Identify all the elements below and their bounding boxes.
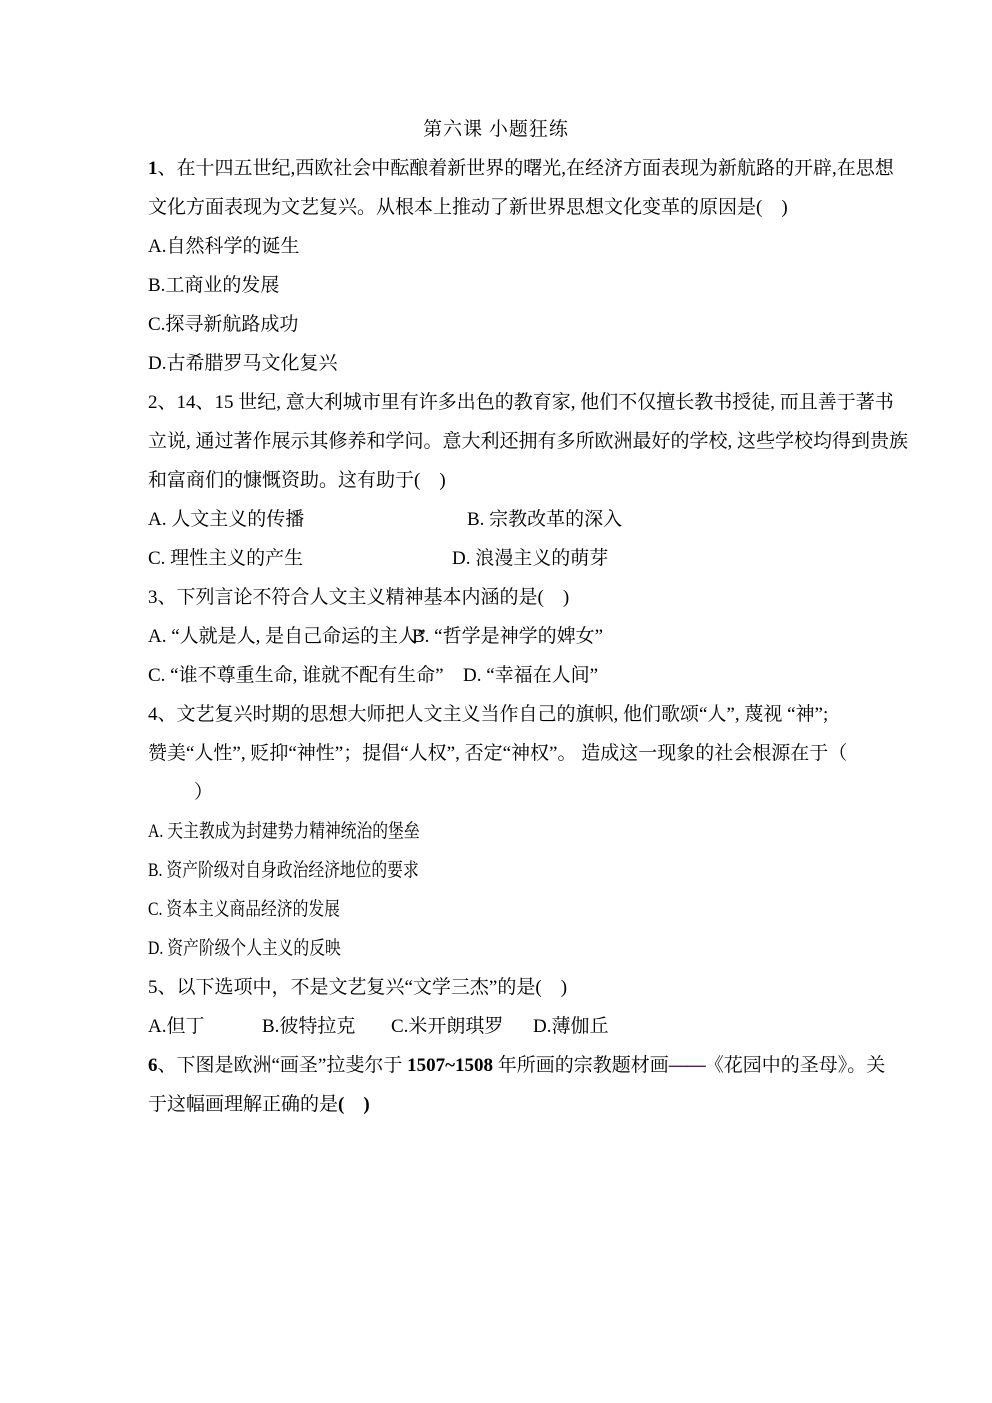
q3-options-row-1 (148, 617, 872, 656)
q3-option-c: C. “谁不尊重生命, 谁就不配有生命” (148, 665, 444, 686)
q2-options-row-2 (148, 539, 872, 578)
q2-option-b: B. 宗教改革的深入 (467, 509, 623, 530)
q1-option-c: C.探寻新航路成功 (148, 314, 299, 335)
q2-option-a: A. 人文主义的传播 (148, 509, 305, 530)
q5-option-b: B.彼特拉克 (262, 1016, 356, 1037)
q6-text-line-2 (148, 1085, 872, 1124)
q2-text-line-2: 立说, 通过著作展示其修养和学问。意大利还拥有多所欧洲最好的学校, 这些学校均得到贵族 (148, 431, 909, 452)
q6-text-line-1 (148, 1046, 886, 1085)
q6-year-range: 1507~1508 (407, 1055, 494, 1076)
q3-option-d: D. “幸福在人间” (463, 665, 599, 686)
page-title: 第六课 小题狂练 (423, 119, 569, 140)
q4-option-a-text: A. 天主教成为封建势力精神统治的堡垒 (148, 821, 420, 842)
q6-stem-part-1: 、下图是欧洲“画圣”拉斐尔于 (157, 1055, 408, 1076)
q4-option-c (148, 890, 872, 929)
q2-text-line-1: 2、14、15 世纪, 意大利城市里有许多出色的教育家, 他们不仅擅长教书授徒, 而且善于著书 (148, 392, 894, 413)
q6-stem-part-2: 年所画的宗教题材画 (493, 1055, 669, 1076)
q5-option-a: A.但丁 (148, 1016, 205, 1037)
q4-option-b (148, 851, 872, 890)
q5-text-line-1: 5、以下选项中，不是文艺复兴“文学三杰”的是( ) (148, 977, 568, 998)
q4-text-line-1: 4、文艺复兴时期的思想大师把人文主义当作自己的旗帜, 他们歌颂“人”, 蔑视 “神”; (148, 704, 829, 725)
q4-option-b-text: B. 资产阶级对自身政治经济地位的要求 (148, 860, 419, 881)
q1-text-line-2: 文化方面表现为文艺复兴。从根本上推动了新世界思想文化变革的原因是( ) (148, 197, 788, 218)
q4-option-a (148, 812, 872, 851)
q2-option-c: C. 理性主义的产生 (148, 548, 304, 569)
q2-text-line-3: 和富商们的慷慨资助。这有助于( ) (148, 470, 446, 491)
q1-text-line-1 (148, 149, 894, 188)
q5-option-c: C.米开朗琪罗 (391, 1016, 504, 1037)
q4-option-c-text: C. 资本主义商品经济的发展 (148, 899, 340, 920)
q5-option-d: D.薄伽丘 (533, 1016, 609, 1037)
q3-option-b: B. “哲学是神学的婢女” (412, 626, 604, 647)
worksheet-body (148, 149, 909, 1124)
q5-options-row (148, 1007, 872, 1046)
q1-option-b: B.工商业的发展 (148, 275, 280, 296)
q3-text-line-1: 3、下列言论不符合人文主义精神基本内涵的是( ) (148, 587, 570, 608)
q6-answer-paren: ( ) (338, 1094, 370, 1115)
q4-option-d-text: D. 资产阶级个人主义的反映 (148, 938, 341, 959)
q2-options-row-1 (148, 500, 872, 539)
q1-option-d: D.古希腊罗马文化复兴 (148, 353, 338, 374)
q4-closing-paren: ） (194, 782, 214, 803)
q6-em-dash: —— (668, 1055, 705, 1076)
q6-stem-part-4: 于这幅画理解正确的是 (148, 1094, 339, 1115)
q1-stem-part: 、在十四五世纪,西欧社会中酝酿着新世界的曙光,在经济方面表现为新航路的开辟,在思想 (157, 158, 894, 179)
q4-text-line-2: 赞美“人性”, 贬抑“神性”；提倡“人权”, 否定“神权”。 造成这一现象的社会根源在于（ (148, 743, 848, 764)
q6-stem-part-3: 《花园中的圣母》。关 (704, 1055, 886, 1076)
q1-option-a: A.自然科学的诞生 (148, 236, 300, 257)
q1-number: 1 (148, 158, 158, 179)
q4-option-d (148, 929, 872, 968)
q2-option-d: D. 浪漫主义的萌芽 (452, 548, 609, 569)
q6-number: 6 (148, 1055, 158, 1076)
q3-option-a: A. “人就是人, 是自己命运的主人” (148, 626, 426, 647)
q3-options-row-2 (148, 656, 872, 695)
